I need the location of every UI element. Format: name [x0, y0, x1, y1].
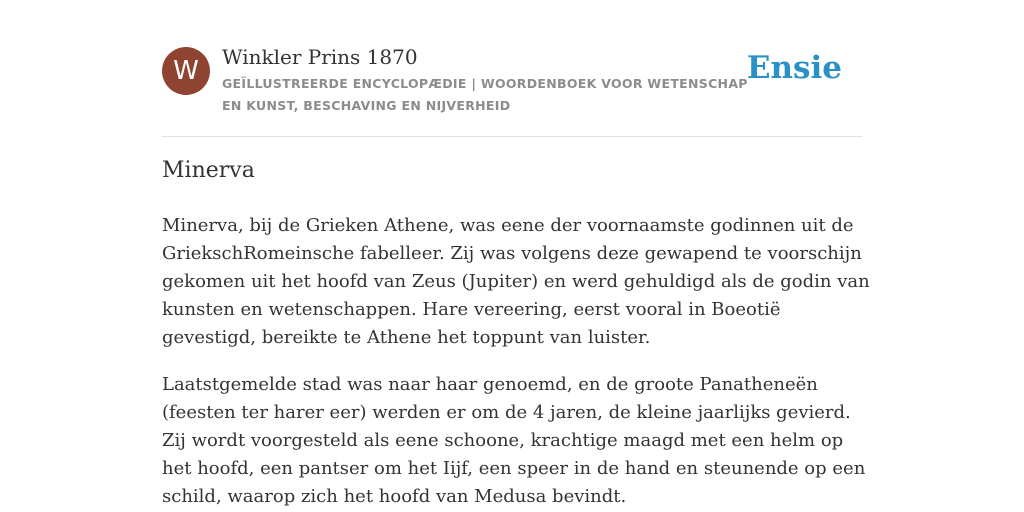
source-subtitle: GEÏLLUSTREERDE ENCYCLOPÆDIE | WOORDENBOEK VOOR WETENSCHAP EN KUNST, BESCHAVING EN NIJVERHEID: [222, 76, 748, 113]
article-title: Minerva: [162, 158, 255, 183]
ensie-logo[interactable]: Ensie: [746, 50, 842, 86]
header: [162, 44, 862, 137]
avatar[interactable]: W: [162, 47, 210, 95]
article-paragraph: Minerva, bij de Grieken Athene, was eene der voornaamste godinnen uit de GriekschRomeinsche fabelleer. Zij was volgens deze gewapend te voorschijn gekomen uit het hoofd van Zeus (Jupiter) en werd gehuldigd als de godin van kunsten en wetenschappen. Hare vereering, eerst vooral in Boeotië gevestigd, bereikte te Athene het toppunt van luister.: [162, 215, 870, 348]
article-body: [162, 212, 872, 512]
article-paragraph: Laatstgemelde stad was naar haar genoemd, en de groote Panatheneën (feesten ter harer eer) werden er om de 4 jaren, de kleine jaarlijks gevierd. Zij wordt voorgesteld als eene schoone, krachtige maagd met een helm op het hoofd, een pantser om het Iijf, een speer in de hand en steunende op een schild, waarop zich het hoofd van Medusa bevindt.: [162, 374, 866, 507]
source-title[interactable]: Winkler Prins 1870: [222, 45, 418, 69]
